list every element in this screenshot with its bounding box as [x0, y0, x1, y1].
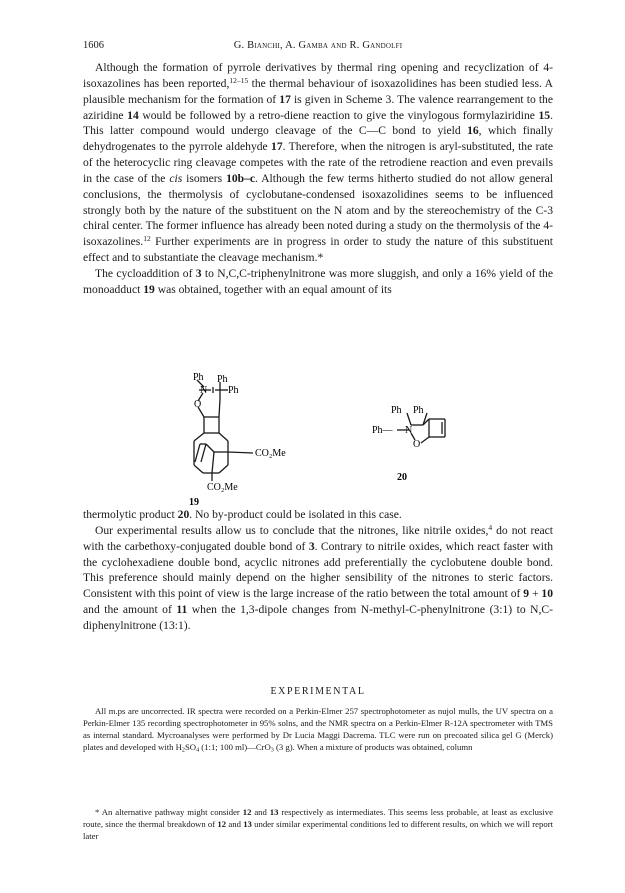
body-text-bottom: [83, 507, 553, 634]
phenyl-label: Ph—: [372, 425, 393, 436]
body-text-top: [83, 60, 553, 298]
phenyl-label: Ph: [391, 405, 402, 416]
nitrogen-label: N: [200, 385, 208, 396]
ester-label: CO₂Me: [207, 482, 238, 493]
paragraph: Although the formation of pyrrole derivatives by thermal ring opening and recyclization of 4-isoxazolines has been reported,$^{12-15}$ the thermal behaviour of isoxazolidines has been studied less. A plausible mechanism for the formation of 17 is given in Scheme 3. The valence rearrangement to the aziridine 14 would be followed by a retro-diene reaction to give the vinylogous formylaziridine 15. This latter compound would undergo cleavage of the C—C bond to yield 16, which finally dehydrogenates to the pyrrole aldehyde 17. Therefore, when the nitrogen is aryl-substituted, the rate of the heterocyclic ring cleavage competes with the rate of the retrodiene reaction and even prevails in the case of the cis isomers 10b–c. Although the few terms hitherto studied do not allow general conclusions, the thermolysis of cyclobutane-condensed isoxazolidines seems to be influenced strongly both by the nature of the substituent on the N atom and by the stereochemistry of the C-3 chiral center. The former influence has already been noted during a study on the thermolysis of the 4-isoxazolines.$^{12}$ Further experiments are in progress in order to study the nature of this substituent effect and to substantiate the cleavage mechanism.*: [83, 61, 554, 265]
experimental-text: [83, 705, 553, 753]
oxygen-label: O: [194, 399, 202, 410]
phenyl-label: Ph: [228, 385, 239, 396]
ester-label: CO₂Me: [255, 448, 286, 459]
nitrogen-label: N: [405, 425, 413, 436]
compound-19-label: 19: [189, 497, 199, 508]
paragraph: Our experimental results allow us to conclude that the nitrones, like nitrile oxides,$^4$ do not react with the carbethoxy-conjugated double bond of 3. Contrary to nitrile oxides, which react faster with the cyclohexadiene double bond, acyclic nitrones add preferentially the cyclobutene double bond. This preference should mainly depend on the higher sensibility of the nitrones to steric factors. Consistent with this point of view is the large increase of the ratio between the total amount of 9 + 10 and the amount of 11 when the 1,3-dipole changes from N-methyl-C-phenylnitrone (3:1) to N,C-diphenylnitrone (13:1).: [83, 523, 554, 632]
page-number: 1606: [83, 40, 104, 51]
oxygen-label: O: [413, 439, 421, 450]
compound-20-label: 20: [397, 472, 407, 483]
phenyl-label: Ph: [413, 405, 424, 416]
paragraph: All m.ps are uncorrected. IR spectra were recorded on a Perkin-Elmer 257 spectrophotometer as nujol mulls, the UV spectra on a Perkin-Elmer 135 recording spectrophotometer in 95% solns, and the NMR spectra on a Perkin-Elmer R-12A spectrometer with TMS as internal standard. Mycroanalyses were performed by Dr Lucia Maggi Dacrema. TLC were run on precoated silica gel G (Merck) plates and developed with $H_2SO_4$ (1:1; 100 ml)—CrO$_3$ (3 g). When a mixture of products was obtained, column: [83, 706, 553, 754]
paragraph: The cycloaddition of 3 to N,C,C-triphenylnitrone was more sluggish, and only a 16% yield of the monoadduct 19 was obtained, together with an equal amount of its: [83, 266, 553, 296]
running-authors: G. Bianchi, A. Gamba and R. Gandolfi: [233, 40, 403, 51]
phenyl-label: Ph: [217, 374, 228, 385]
footnote: [83, 806, 553, 842]
structure-scheme: [83, 356, 553, 508]
paragraph: * An alternative pathway might consider 12 and 13 respectively as intermediates. This seems less probable, at least as exclusive route, since the thermal breakdown of 12 and 13 under similar experimental conditions led to different results, on which we will report later: [83, 807, 554, 842]
section-heading: EXPERIMENTAL: [270, 686, 366, 697]
phenyl-label: Ph: [193, 372, 204, 383]
running-header: [83, 40, 553, 56]
paragraph: thermolytic product 20. No by-product could be isolated in this case.: [83, 508, 402, 521]
